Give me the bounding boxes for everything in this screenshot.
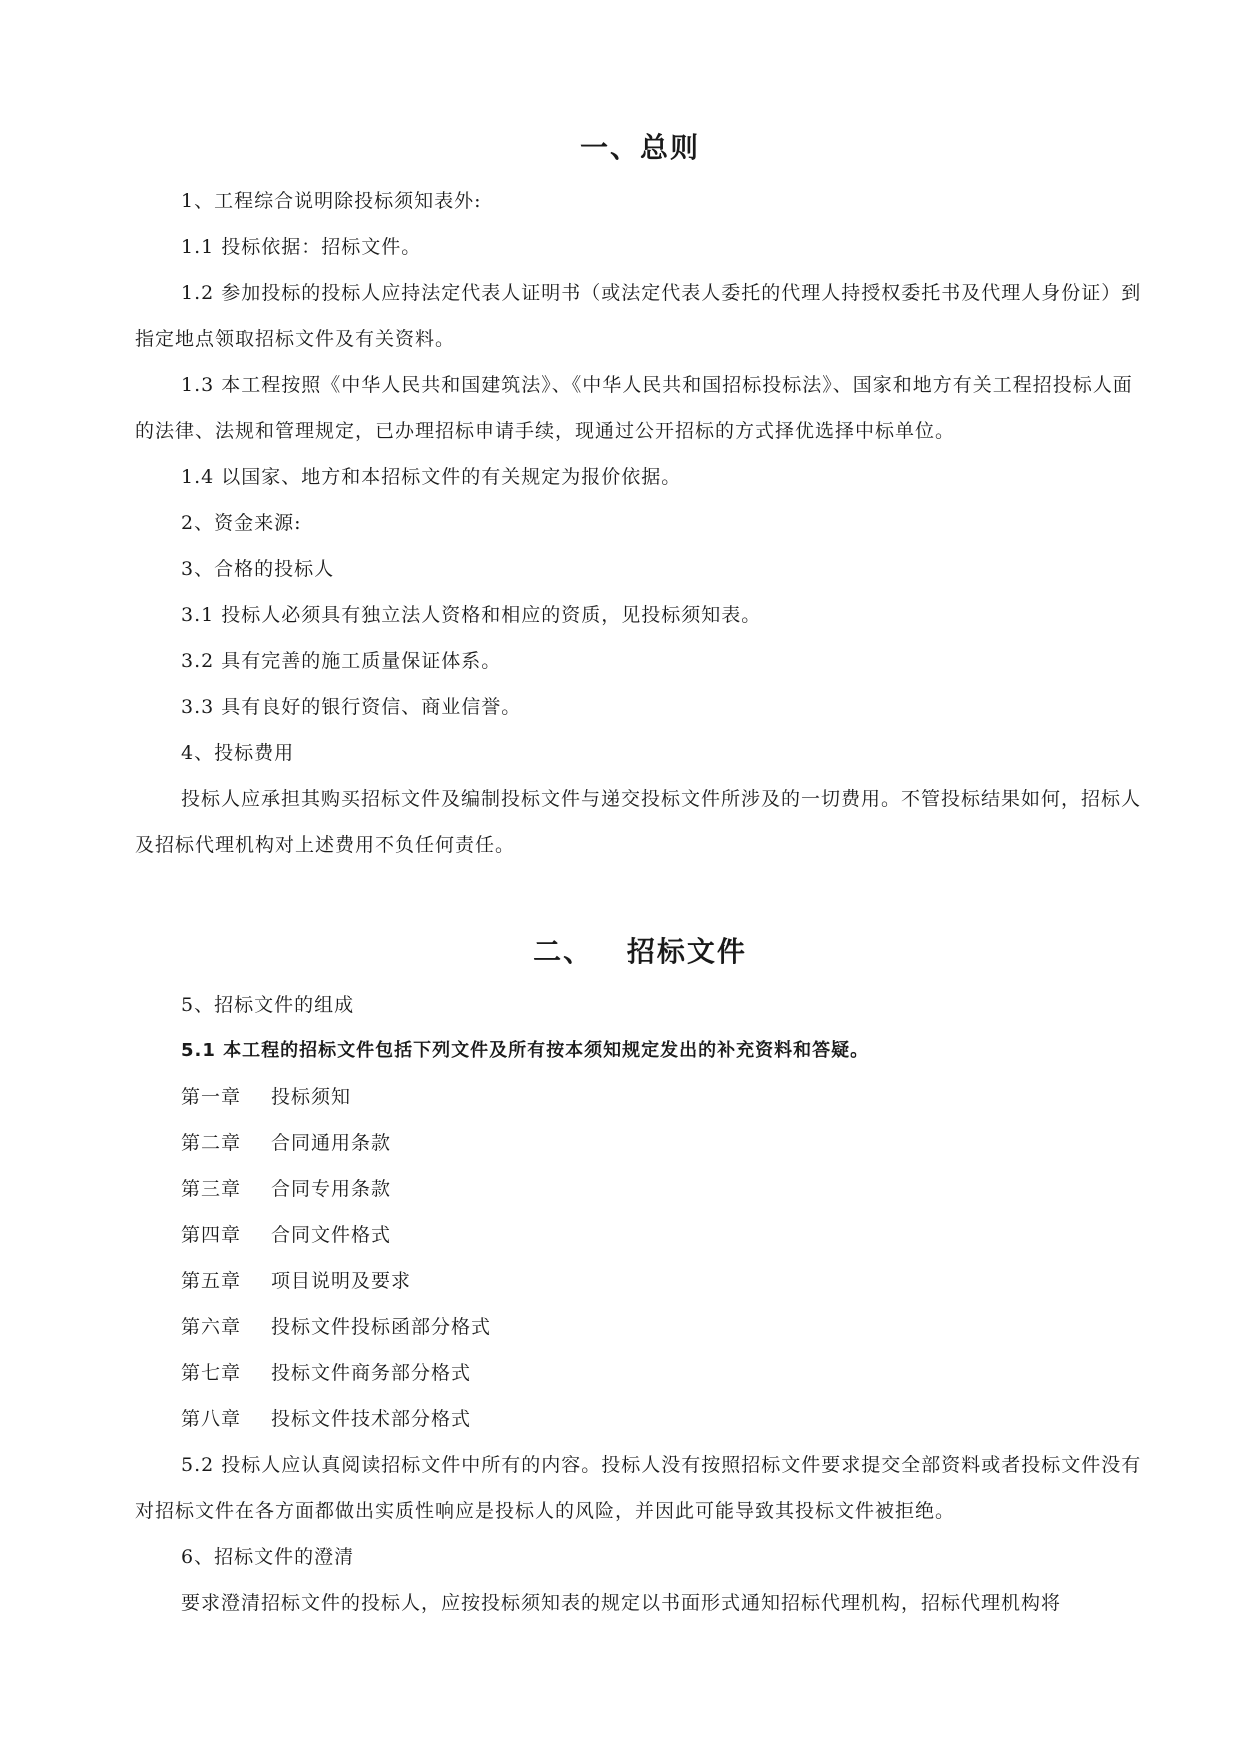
- chapter-title: 项目说明及要求: [271, 1270, 412, 1292]
- chapter-item: [135, 1396, 1145, 1442]
- para-4-text: 投标人应承担其购买招标文件及编制投标文件与递交投标文件所涉及的一切费用。不管投标结果如何，招标人及招标代理机构对上述费用不负任何责任。: [135, 788, 1142, 856]
- chapter-number: 第八章: [181, 1408, 242, 1430]
- chapter-number: 第四章: [181, 1224, 242, 1246]
- chapter-item: [135, 1258, 1145, 1304]
- document-page: [135, 118, 1145, 1626]
- para-3-1: 3.1 投标人必须具有独立法人资格和相应的资质，见投标须知表。: [181, 604, 762, 626]
- para-1-4: 1.4 以国家、地方和本招标文件的有关规定为报价依据。: [181, 466, 682, 488]
- section-heading-tender-docs: 二、 招标文件: [533, 935, 747, 968]
- para-3-3: 3.3 具有良好的银行资信、商业信誉。: [181, 696, 522, 718]
- chapter-number: 第一章: [181, 1086, 242, 1108]
- chapter-item: [135, 1166, 1145, 1212]
- para-3: 3、合格的投标人: [181, 558, 335, 580]
- chapter-title: 投标须知: [271, 1086, 352, 1108]
- para-1-2: 1.2 参加投标的投标人应持法定代表人证明书（或法定代表人委托的代理人持授权委托书及代理人身份证）到指定地点领取招标文件及有关资料。: [135, 282, 1142, 350]
- para-5-1: 5.1 本工程的招标文件包括下列文件及所有按本须知规定发出的补充资料和答疑。: [181, 1040, 870, 1061]
- para-6: 6、招标文件的澄清: [181, 1546, 355, 1568]
- para-1-1: 1.1 投标依据：招标文件。: [181, 236, 422, 258]
- section-heading-general: 一、总则: [579, 131, 700, 164]
- para-1: 1、工程综合说明除投标须知表外:: [181, 190, 482, 212]
- chapter-title: 合同文件格式: [271, 1224, 392, 1246]
- para-2: 2、资金来源:: [181, 512, 302, 534]
- chapter-number: 第六章: [181, 1316, 242, 1338]
- para-5-2: 5.2 投标人应认真阅读招标文件中所有的内容。投标人没有按照招标文件要求提交全部资料或者投标文件没有对招标文件在各方面都做出实质性响应是投标人的风险，并因此可能导致其投标文件被拒绝。: [135, 1454, 1142, 1522]
- chapter-title: 合同通用条款: [271, 1132, 392, 1154]
- chapter-title: 投标文件投标函部分格式: [271, 1316, 492, 1338]
- para-3-2: 3.2 具有完善的施工质量保证体系。: [181, 650, 502, 672]
- chapter-title: 投标文件商务部分格式: [271, 1362, 472, 1384]
- chapter-list: [135, 1074, 1145, 1442]
- chapter-number: 第五章: [181, 1270, 242, 1292]
- chapter-title: 合同专用条款: [271, 1178, 392, 1200]
- para-6-text: 要求澄清招标文件的投标人，应按投标须知表的规定以书面形式通知招标代理机构，招标代理机构将: [181, 1592, 1062, 1614]
- chapter-item: [135, 1304, 1145, 1350]
- chapter-title: 投标文件技术部分格式: [271, 1408, 472, 1430]
- chapter-number: 第二章: [181, 1132, 242, 1154]
- chapter-item: [135, 1350, 1145, 1396]
- para-4: 4、投标费用: [181, 742, 295, 764]
- chapter-number: 第三章: [181, 1178, 242, 1200]
- para-1-3: 1.3 本工程按照《中华人民共和国建筑法》、《中华人民共和国招标投标法》、国家和地方有关工程招投标人面的法律、法规和管理规定，已办理招标申请手续，现通过公开招标的方式择优选择中标单位。: [135, 374, 1133, 442]
- para-5: 5、招标文件的组成: [181, 994, 355, 1016]
- chapter-number: 第七章: [181, 1362, 242, 1384]
- chapter-item: [135, 1120, 1145, 1166]
- chapter-item: [135, 1074, 1145, 1120]
- chapter-item: [135, 1212, 1145, 1258]
